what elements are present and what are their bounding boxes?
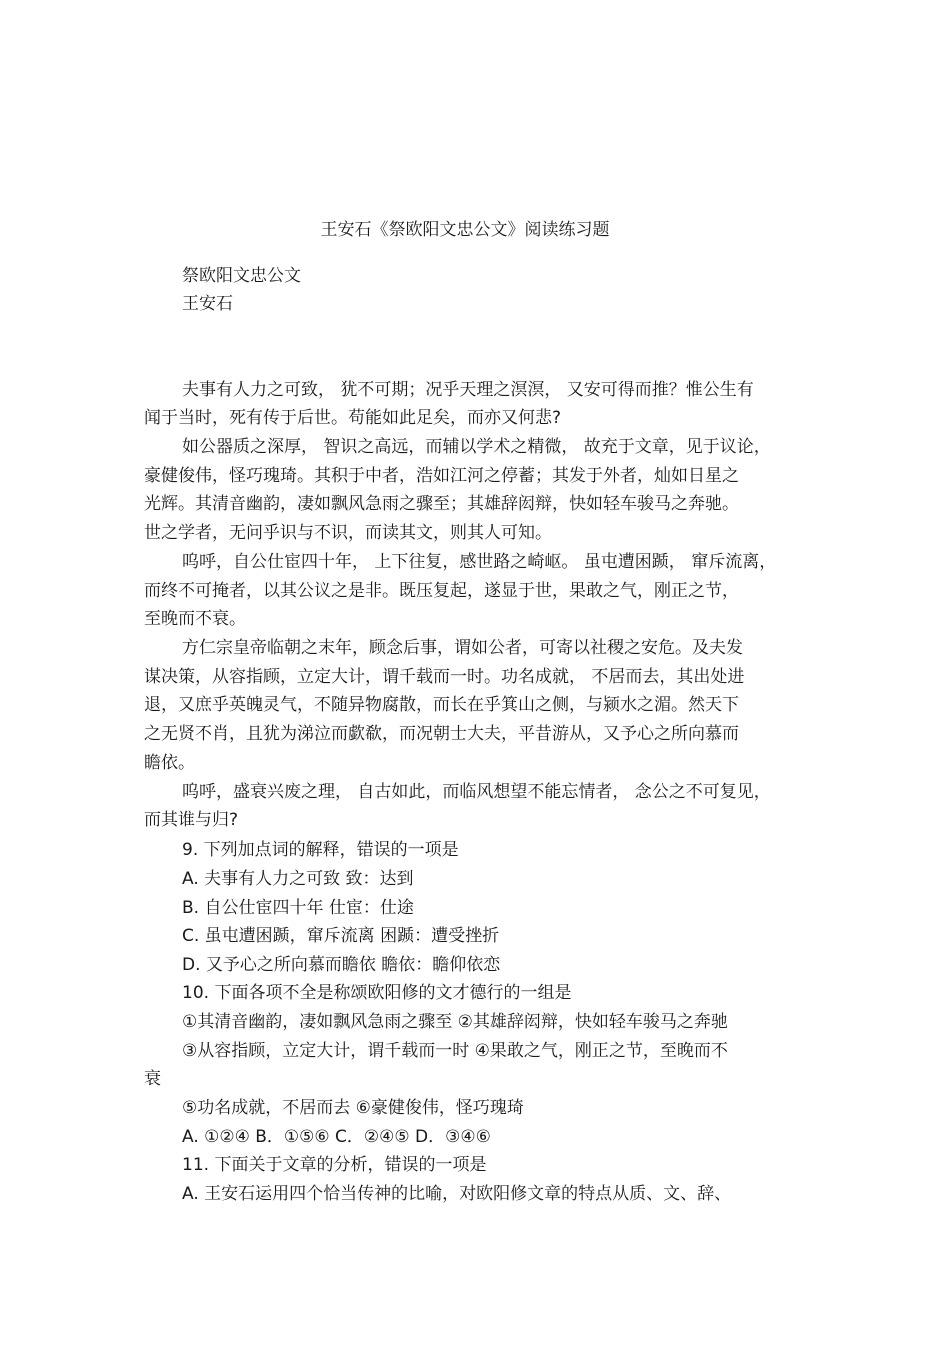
question-line: 10. 下面各项不全是称颂欧阳修的文才德行的一组是	[182, 983, 572, 1003]
option-line: B. 自公仕宦四十年 仕宦：仕途	[182, 898, 414, 918]
option-line: ③从容指顾，立定大计，谓千载而一时 ④果敢之气，刚正之节，至晚而不	[182, 1041, 728, 1061]
text-line: 世之学者，无问乎识与不识，而读其文，则其人可知。	[144, 523, 552, 543]
text-line: 至晚而不衰。	[144, 609, 246, 629]
option-line: A. 夫事有人力之可致 致：达到	[182, 869, 414, 889]
question-line: 11. 下面关于文章的分析，错误的一项是	[182, 1155, 487, 1175]
option-line: ⑤功名成就，不居而去 ⑥豪健俊伟，怪巧瑰琦	[182, 1098, 524, 1118]
option-line: A. 王安石运用四个恰当传神的比喻，对欧阳修文章的特点从质、文、辞、	[182, 1184, 732, 1204]
essay-author: 王安石	[182, 294, 233, 314]
text-line: 而终不可掩者，以其公议之是非。既压复起，遂显于世，果敢之气，刚正之节，	[144, 581, 739, 601]
text-line: 瞻依。	[144, 753, 195, 773]
option-line: D. 又予心之所向慕而瞻依 瞻依：瞻仰依恋	[182, 955, 501, 975]
essay-heading: 祭欧阳文忠公文	[182, 266, 301, 286]
text-line: 如公器质之深厚， 智识之高远，而辅以学术之精微， 故充于文章，见于议论，	[182, 437, 771, 457]
text-line: 谋决策，从容指顾，立定大计，谓千载而一时。功名成就， 不居而去，其出处进	[144, 667, 745, 687]
answer-choices: A. ①②④ B．①⑤⑥ C．②④⑤ D．③④⑥	[182, 1127, 491, 1147]
text-line: 而其谁与归?	[144, 810, 239, 830]
text-line: 方仁宗皇帝临朝之末年，顾念后事，谓如公者，可寄以社稷之安危。及夫发	[182, 638, 743, 658]
text-line: 光辉。其清音幽韵，凄如飘风急雨之骤至；其雄辞闳辩，快如轻车骏马之奔驰。	[144, 494, 739, 514]
page-title: 王安石《祭欧阳文忠公文》阅读练习题	[320, 220, 610, 240]
text-line: 呜呼，自公仕宦四十年， 上下往复，感世路之崎岖。 虽屯遭困踬， 窜斥流离，	[182, 552, 777, 572]
option-line: 衰	[144, 1069, 161, 1089]
text-line: 闻于当时，死有传于后世。苟能如此足矣，而亦又何悲?	[144, 408, 562, 428]
text-line: 夫事有人力之可致， 犹不可期；况乎天理之溟溟， 又安可得而推？惟公生有	[182, 380, 754, 400]
option-line: C. 虽屯遭困踬，窜斥流离 困踬：遭受挫折	[182, 926, 500, 946]
text-line: 豪健俊伟，怪巧瑰琦。其积于中者，浩如江河之停蓄；其发于外者，灿如日星之	[144, 466, 739, 486]
option-line: ①其清音幽韵，凄如飘风急雨之骤至 ②其雄辞闳辩，快如轻车骏马之奔驰	[182, 1012, 728, 1032]
text-line: 退，又庶乎英魄灵气，不随异物腐散，而长在乎箕山之侧，与颍水之湄。然天下	[144, 695, 739, 715]
question-line: 9. 下列加点词的解释，错误的一项是	[182, 840, 459, 860]
text-line: 之无贤不肖，且犹为涕泣而歔欷，而况朝士大夫，平昔游从，又予心之所向慕而	[144, 724, 739, 744]
text-line: 呜呼，盛衰兴废之理， 自古如此，而临风想望不能忘情者， 念公之不可复见，	[182, 782, 771, 802]
